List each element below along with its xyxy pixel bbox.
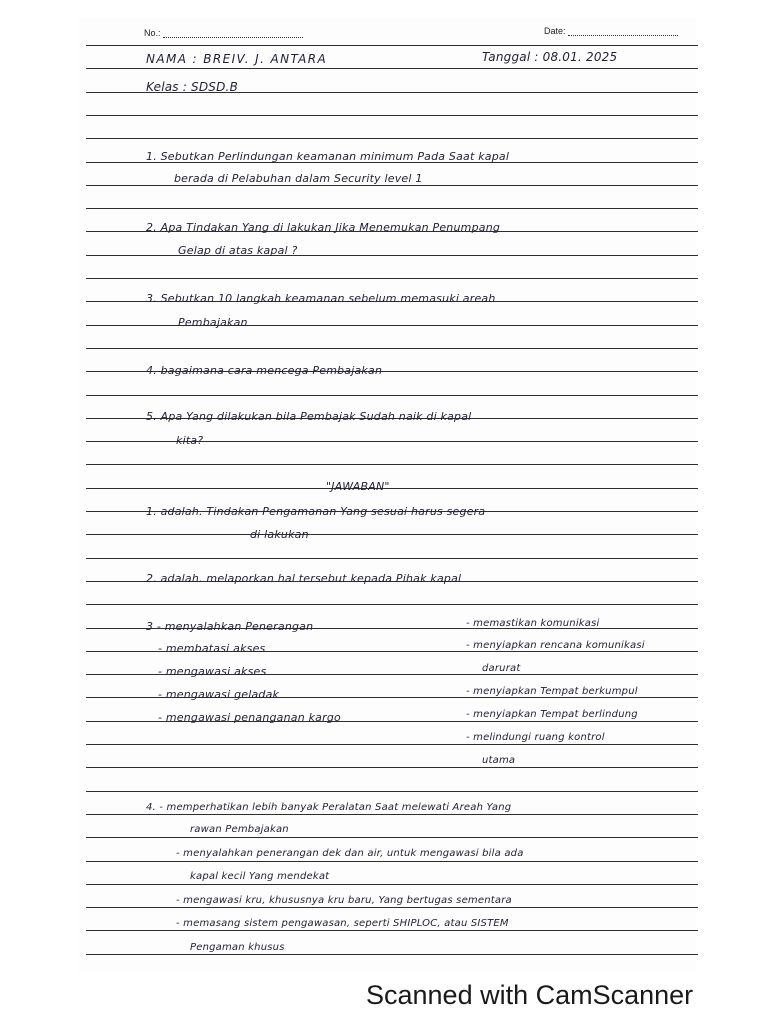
answer-3-right-7: utama	[482, 755, 516, 766]
date-field: Date:	[544, 26, 678, 36]
ruled-line	[86, 907, 698, 908]
page-header	[144, 26, 684, 42]
answer-4-line-4: kapal kecil Yang mendekat	[190, 871, 330, 882]
answer-1-line-1: 1. adalah. Tindakan Pengamanan Yang sesuai harus segera	[146, 505, 486, 518]
ruled-line	[86, 534, 698, 535]
question-5-line-2: kita?	[176, 434, 204, 447]
ruled-line	[86, 348, 698, 349]
ruled-line	[86, 814, 698, 815]
answer-4-line-5: - mengawasi kru, khususnya kru baru, Yang bertugas sementara	[176, 895, 512, 906]
question-4: 4. bagaimana cara mencega Pembajakan	[146, 364, 383, 377]
ruled-line	[86, 68, 698, 69]
question-3-line-2: Pembajakan	[178, 316, 248, 329]
no-field: No.:	[144, 28, 303, 38]
question-1-line-2: berada di Pelabuhan dalam Security level 1	[174, 172, 423, 185]
answer-4-line-7: Pengaman khusus	[190, 942, 285, 953]
ruled-line	[86, 45, 698, 46]
answer-3-right-6: - melindungi ruang kontrol	[466, 732, 605, 743]
answer-3-right-2: - menyiapkan rencana komunikasi	[466, 640, 645, 651]
question-1-line-1: 1. Sebutkan Perlindungan keamanan minimum Pada Saat kapal	[146, 150, 510, 163]
question-2-line-1: 2. Apa Tindakan Yang di lakukan Jika Menemukan Penumpang	[146, 221, 501, 234]
ruled-line	[86, 954, 698, 955]
ruled-line	[86, 115, 698, 116]
ruled-line	[86, 604, 698, 605]
question-3-line-1: 3. Sebutkan 10 langkah keamanan sebelum memasuki areah	[146, 292, 496, 305]
ruled-line	[86, 278, 698, 279]
answers-title: "JAWABAN"	[326, 480, 390, 493]
answer-2: 2. adalah. melaporkan hal tersebut kepada Pihak kapal	[146, 572, 462, 585]
ruled-line	[86, 767, 698, 768]
ruled-line	[86, 837, 698, 838]
ruled-line	[86, 884, 698, 885]
ruled-line	[86, 185, 698, 186]
ruled-line	[86, 744, 698, 745]
student-class: Kelas : SDSD.B	[146, 80, 238, 94]
ruled-line	[86, 138, 698, 139]
ruled-line	[86, 208, 698, 209]
answer-3-left-2: - membatasi akses	[158, 642, 266, 655]
answer-3-right-3: darurat	[482, 663, 521, 674]
notebook-page	[78, 18, 696, 973]
ruled-line	[86, 395, 698, 396]
ruled-line	[86, 488, 698, 489]
answer-4-line-2: rawan Pembajakan	[190, 824, 289, 835]
answer-3-left-5: - mengawasi penanganan kargo	[158, 711, 341, 724]
ruled-line	[86, 861, 698, 862]
answer-4-line-1: 4. - memperhatikan lebih banyak Peralatan Saat melewati Areah Yang	[146, 802, 512, 813]
answer-1-line-2: di lakukan	[250, 528, 309, 541]
answer-3-right-1: - memastikan komunikasi	[466, 618, 600, 629]
camscanner-watermark: Scanned with CamScanner	[366, 980, 694, 1010]
answer-3-right-5: - menyiapkan Tempat berlindung	[466, 709, 638, 720]
answer-3-left-1: 3 - menyalahkan Penerangan	[146, 620, 314, 633]
student-name: NAMA : BREIV. J. ANTARA	[146, 52, 328, 66]
answer-4-line-6: - memasang sistem pengawasan, seperti SHIPLOC, atau SISTEM	[176, 918, 509, 929]
answer-3-left-3: - mengawasi akses	[158, 665, 267, 678]
ruled-line	[86, 464, 698, 465]
ruled-line	[86, 930, 698, 931]
question-2-line-2: Gelap di atas kapal ?	[178, 244, 298, 257]
answer-4-line-3: - menyalahkan penerangan dek dan air, untuk mengawasi bila ada	[176, 848, 524, 859]
answer-3-right-4: - menyiapkan Tempat berkumpul	[466, 686, 638, 697]
student-date: Tanggal : 08.01. 2025	[482, 50, 618, 64]
ruled-line	[86, 558, 698, 559]
answer-3-left-4: - mengawasi geladak	[158, 688, 280, 701]
ruled-line	[86, 791, 698, 792]
question-5-line-1: 5. Apa Yang dilakukan bila Pembajak Sudah naik di kapal	[146, 410, 472, 423]
